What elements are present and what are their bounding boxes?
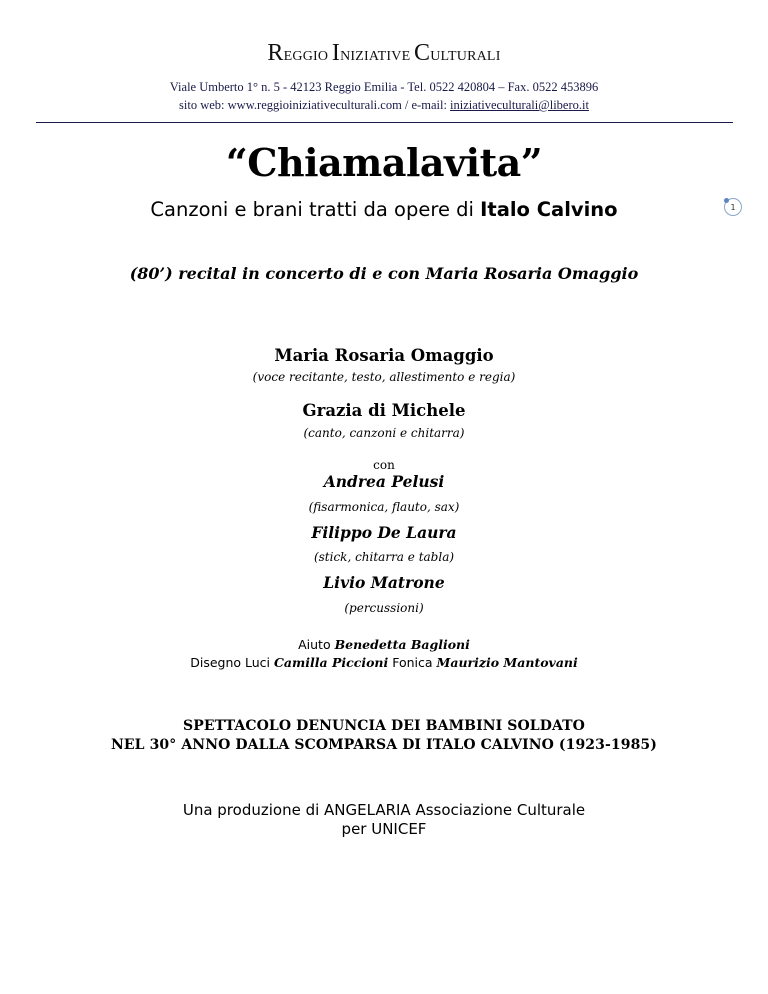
musician-name-2: Filippo De Laura (311, 523, 457, 542)
crew-line-assistant (0, 637, 768, 652)
document-title: “Chiamalavita” (225, 140, 543, 185)
org-initial-r: R (267, 40, 284, 66)
header-divider (36, 122, 733, 123)
musician-name-3: Livio Matrone (323, 573, 445, 592)
org-initial-i: I (331, 40, 341, 66)
subtitle-text: Canzoni e brani tratti da opere di (150, 198, 481, 221)
recital-line: (80’) recital in concerto di e con Maria Rosaria Omaggio (129, 264, 639, 283)
lights-name: Camilla Piccioni (273, 655, 389, 670)
con-label: con (373, 458, 395, 472)
assistant-name: Benedetta Baglioni (334, 637, 470, 652)
org-initial-c: C (414, 40, 431, 66)
musician-role-2: (stick, chitarra e tabla) (313, 550, 455, 564)
cast-name-2: Grazia di Michele (302, 401, 466, 420)
email-link[interactable]: iniziativeculturali@libero.it (450, 98, 589, 112)
org-word-culturali: ULTURALI (430, 49, 501, 64)
cast-role-1: (voce recitante, testo, allestimento e regia) (252, 370, 516, 384)
org-word-iniziative: NIZIATIVE (340, 49, 411, 64)
page-number-badge (724, 198, 742, 216)
page-number: 1 (730, 202, 736, 212)
denuncia-line-2: NEL 30° ANNO DALLA SCOMPARSA DI ITALO CALVINO (1923-1985) (111, 737, 657, 753)
musician-role-3: (percussioni) (344, 601, 424, 615)
crew-line-lights-sound (0, 655, 768, 670)
cast-role-2: (canto, canzoni e chitarra) (303, 426, 465, 440)
denuncia-line-1: SPETTACOLO DENUNCIA DEI BAMBINI SOLDATO (183, 718, 585, 734)
production-line-2: per UNICEF (341, 820, 427, 838)
org-word-reggio: EGGIO (283, 49, 329, 64)
website-text: sito web: www.reggioiniziativeculturali.com / e-mail: (179, 98, 451, 112)
comment-marker-icon (724, 198, 729, 203)
production-line-1: Una produzione di ANGELARIA Associazione Culturale (182, 801, 586, 819)
document-subtitle (0, 198, 768, 221)
web-line (0, 98, 768, 113)
cast-name-1: Maria Rosaria Omaggio (274, 346, 494, 365)
organization-name (0, 40, 768, 67)
musician-name-1: Andrea Pelusi (323, 472, 445, 491)
address-line: Viale Umberto 1° n. 5 - 42123 Reggio Emilia - Tel. 0522 420804 – Fax. 0522 453896 (169, 80, 599, 94)
lights-label: Disegno Luci (190, 655, 274, 670)
assistant-label: Aiuto (298, 637, 335, 652)
sound-label: Fonica (388, 655, 437, 670)
sound-name: Maurizio Mantovani (436, 655, 578, 670)
musician-role-1: (fisarmonica, flauto, sax) (308, 500, 460, 514)
subtitle-author: Italo Calvino (480, 198, 618, 221)
